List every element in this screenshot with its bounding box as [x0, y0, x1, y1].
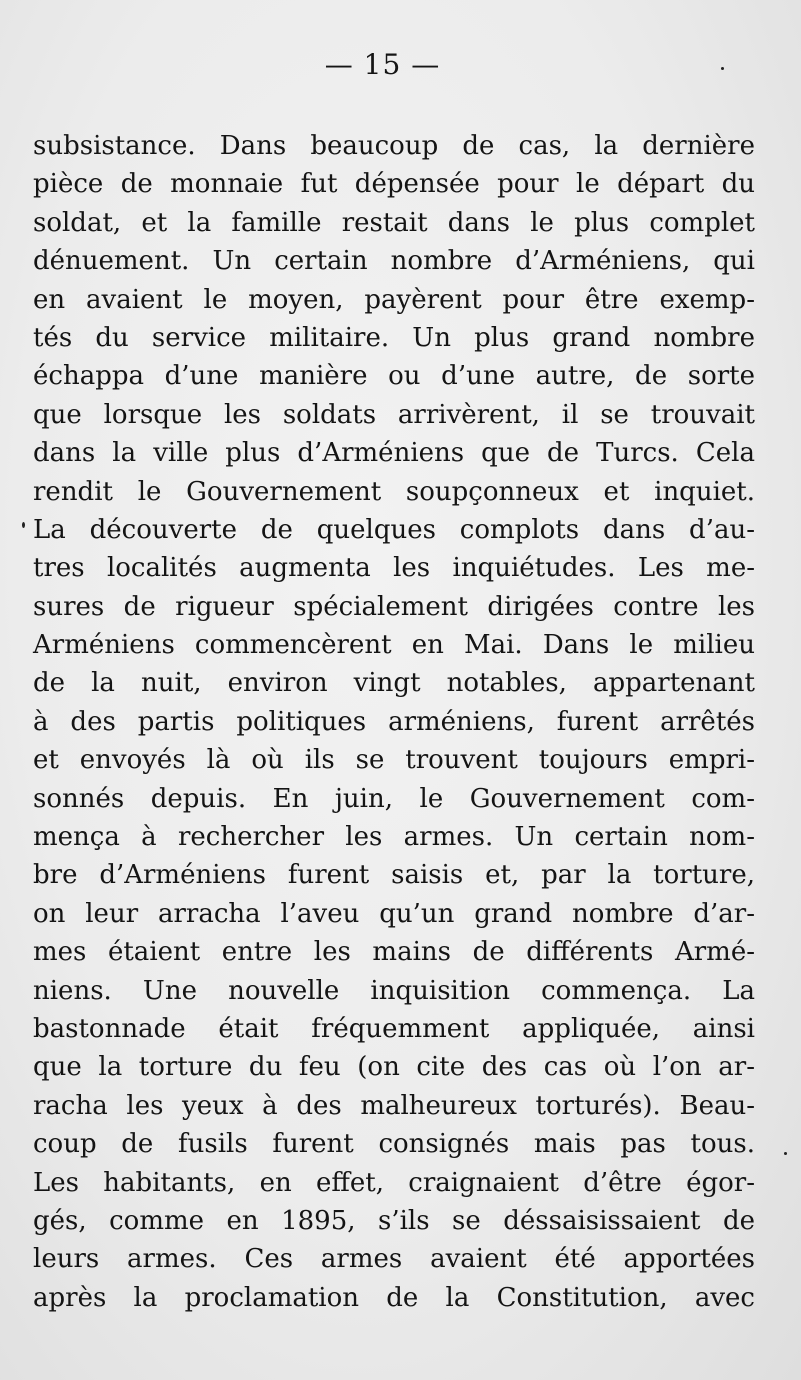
- text-line: que lorsque les soldats arrivèrent, il se trouvait: [33, 399, 755, 430]
- text-line: à des partis politiques arméniens, furent arrêtés: [33, 706, 755, 737]
- text-line: soldat, et la famille restait dans le plus complet: [33, 207, 755, 238]
- text-line: Les habitants, en effet, craignaient d’être égor-: [33, 1167, 755, 1198]
- text-line: dénuement. Un certain nombre d’Arméniens, qui: [33, 246, 755, 277]
- text-line: que la torture du feu (on cite des cas où l’on ar-: [33, 1052, 755, 1083]
- text-line: dans la ville plus d’Arméniens que de Turcs. Cela: [33, 438, 755, 469]
- text-line: de la nuit, environ vingt notables, appartenant: [33, 668, 755, 699]
- text-line: racha les yeux à des malheureux torturés). Beau-: [33, 1090, 755, 1121]
- body-text: [33, 127, 755, 1317]
- text-line: Arméniens commencèrent en Mai. Dans le milieu: [33, 630, 755, 661]
- paper-speck: [22, 522, 25, 528]
- text-line: mença à rechercher les armes. Un certain nom-: [33, 822, 755, 853]
- paper-speck: [784, 1152, 787, 1155]
- text-line: bre d’Arméniens furent saisis et, par la torture,: [33, 860, 755, 891]
- paper-speck: [721, 67, 724, 70]
- text-line: leurs armes. Ces armes avaient été apportées: [33, 1244, 755, 1275]
- text-line: coup de fusils furent consignés mais pas tous.: [33, 1129, 755, 1160]
- text-line: La découverte de quelques complots dans d’au-: [33, 514, 755, 545]
- text-line: tés du service militaire. Un plus grand nombre: [33, 322, 755, 353]
- text-line: rendit le Gouvernement soupçonneux et inquiet.: [33, 476, 755, 507]
- text-line: niens. Une nouvelle inquisition commença. La: [33, 975, 755, 1006]
- text-line: en avaient le moyen, payèrent pour être exemp-: [33, 284, 755, 315]
- text-line: gés, comme en 1895, s’ils se déssaisissaient de: [33, 1205, 755, 1236]
- text-line: et envoyés là où ils se trouvent toujours empri-: [33, 745, 755, 776]
- text-line: mes étaient entre les mains de différents Armé-: [33, 937, 755, 968]
- page-number: — 15 —: [324, 48, 441, 81]
- text-line: bastonnade était fréquemment appliquée, ainsi: [33, 1013, 755, 1044]
- text-line: tres localités augmenta les inquiétudes. Les me-: [33, 553, 755, 584]
- text-line: on leur arracha l’aveu qu’un grand nombre d’ar-: [33, 898, 755, 929]
- text-line: pièce de monnaie fut dépensée pour le départ du: [33, 169, 755, 200]
- text-line: après la proclamation de la Constitution, avec: [33, 1282, 755, 1313]
- text-line: sonnés depuis. En juin, le Gouvernement com-: [33, 783, 755, 814]
- text-line: échappa d’une manière ou d’une autre, de sorte: [33, 361, 755, 392]
- text-line: subsistance. Dans beaucoup de cas, la dernière: [33, 131, 755, 161]
- text-line: sures de rigueur spécialement dirigées contre les: [33, 591, 755, 622]
